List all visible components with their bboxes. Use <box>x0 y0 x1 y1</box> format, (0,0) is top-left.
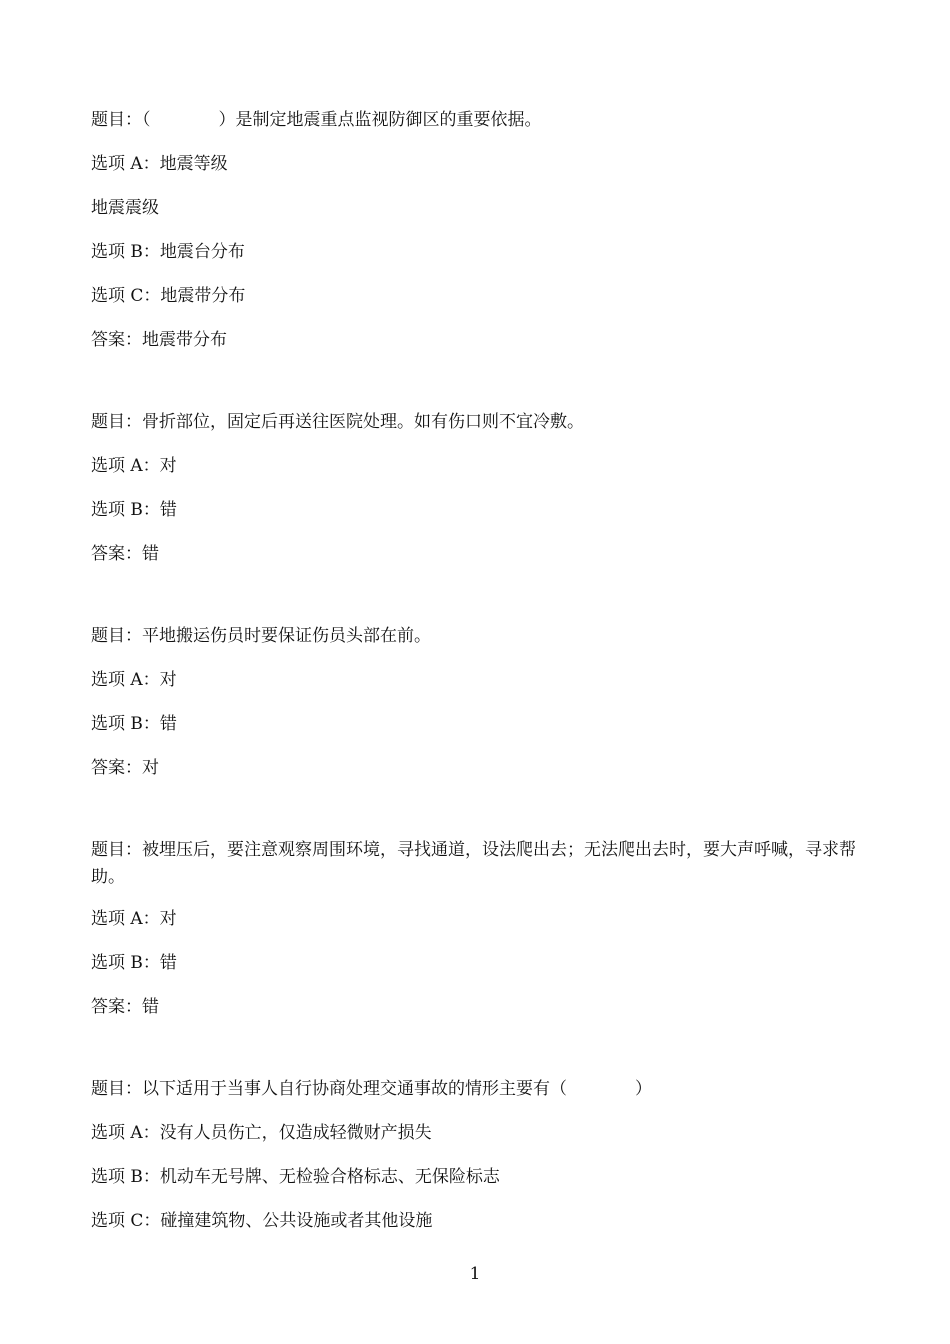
option-b: 选项 B：错 <box>91 953 177 973</box>
option-b: 选项 B：错 <box>91 500 177 520</box>
answer: 答案：错 <box>91 997 159 1017</box>
option-b: 选项 B：机动车无号牌、无检验合格标志、无保险标志 <box>91 1167 500 1187</box>
question-text: 题目：平地搬运伤员时要保证伤员头部在前。 <box>91 626 431 646</box>
option-a: 选项 A：地震等级 <box>91 154 228 174</box>
question-text: 题目：被埋压后，要注意观察周围环境，寻找通道，设法爬出去；无法爬出去时，要大声呼喊，寻求帮助。 <box>91 840 856 887</box>
question-text: 题目：（ ）是制定地震重点监视防御区的重要依据。 <box>91 110 542 130</box>
option-a: 选项 A：对 <box>91 909 177 929</box>
answer: 答案：错 <box>91 544 159 564</box>
option-a: 选项 A：没有人员伤亡，仅造成轻微财产损失 <box>91 1123 432 1143</box>
option-b: 选项 B：错 <box>91 714 177 734</box>
answer: 答案：对 <box>91 758 159 778</box>
option-a: 选项 A：对 <box>91 456 177 476</box>
option-c: 选项 C：地震带分布 <box>91 286 246 306</box>
option-b: 选项 B：地震台分布 <box>91 242 245 262</box>
page-number: 1 <box>469 1264 481 1284</box>
option-c: 选项 C：碰撞建筑物、公共设施或者其他设施 <box>91 1211 433 1231</box>
answer: 答案：地震带分布 <box>91 330 227 350</box>
question-text: 题目：骨折部位，固定后再送往医院处理。如有伤口则不宜冷敷。 <box>91 412 584 432</box>
option-a: 选项 A：对 <box>91 670 177 690</box>
option-text: 地震震级 <box>91 198 159 218</box>
question-text: 题目：以下适用于当事人自行协商处理交通事故的情形主要有（ ） <box>91 1079 652 1099</box>
